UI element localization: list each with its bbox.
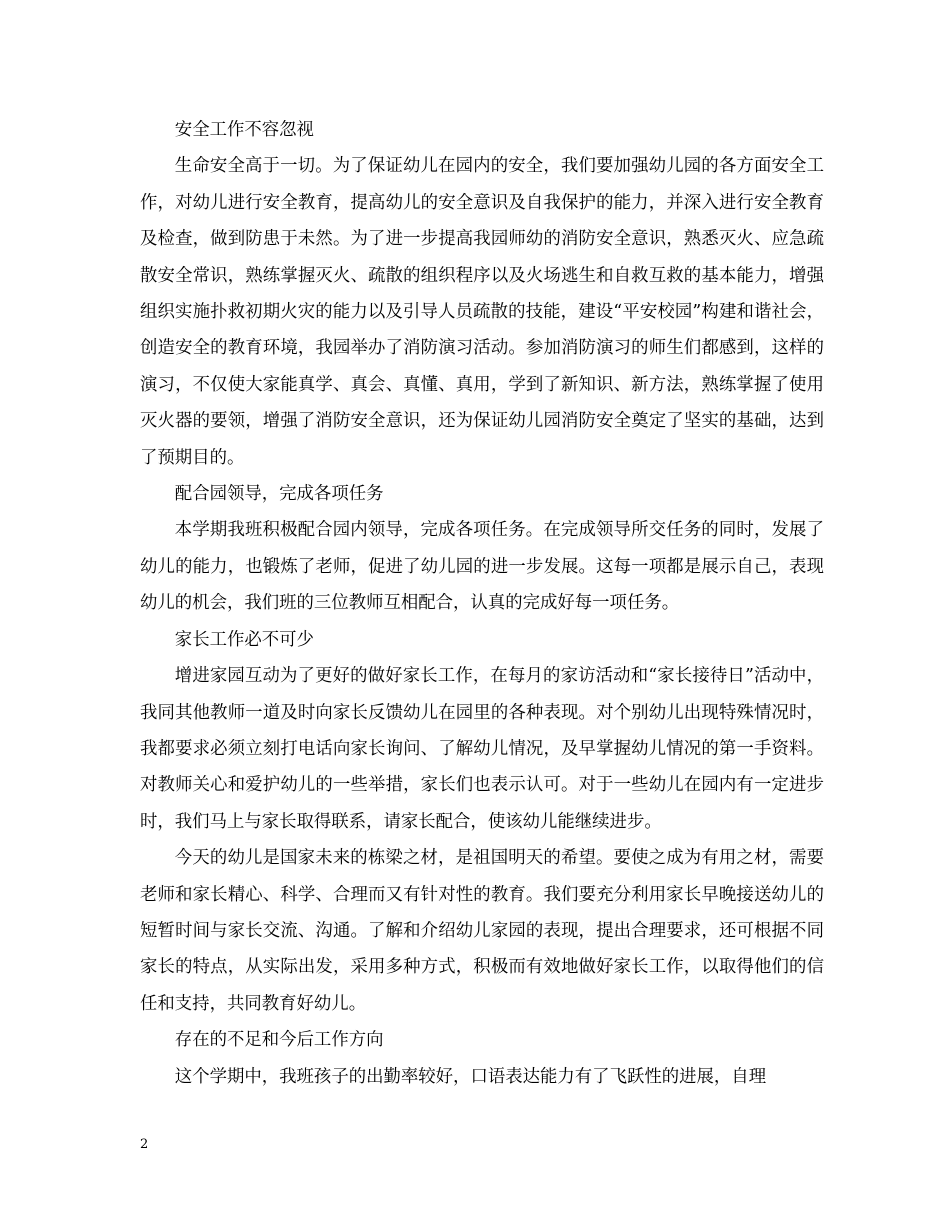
section-heading-safety: 安全工作不容忽视 bbox=[174, 120, 314, 140]
paragraph-safety: 生命安全高于一切。为了保证幼儿在园内的安全，我们要加强幼儿园的各方面安全工作，对幼儿进行安全教育，提高幼儿的安全意识及自我保护的能力，并深入进行安全教育及检查，做到防患于未然。为了进一步提高我园师幼的消防安全意识，熟悉灭火、应急疏散安全常识，熟练掌握灭火、疏散的组织程序以及火场逃生和自救互救的基本能力，增强组织实施扑救初期火灾的能力以及引导人员疏散的技能，建设“平安校园”构建和谐社会，创造安全的教育环境，我园举办了消防演习活动。参加消防演习的师生们都感到，这样的演习，不仅使大家能真学、真会、真懂、真用，学到了新知识、新方法，熟练掌握了使用灭火器的要领，增强了消防安全意识，还为保证幼儿园消防安全奠定了坚实的基础，达到了预期目的。 bbox=[140, 156, 824, 468]
document-body bbox=[140, 112, 824, 1095]
section-heading-cooperation: 配合园领导，完成各项任务 bbox=[174, 484, 384, 505]
section-heading-parents: 家长工作必不可少 bbox=[174, 629, 314, 650]
paragraph-shortcomings: 这个学期中，我班孩子的出勤率较好，口语表达能力有了飞跃性的进展，自理 bbox=[174, 1066, 767, 1087]
page-number: 2 bbox=[140, 1137, 149, 1152]
section-heading-shortcomings: 存在的不足和今后工作方向 bbox=[174, 1030, 384, 1051]
paragraph-parents-2: 今天的幼儿是国家未来的栋梁之材，是祖国明天的希望。要使之成为有用之材，需要老师和家长精心、科学、合理而又有针对性的教育。我们要充分利用家长早晚接送幼儿的短暂时间与家长交流、沟通。了解和介绍幼儿家园的表现，提出合理要求，还可根据不同家长的特点，从实际出发，采用多种方式，积极而有效地做好家长工作，以取得他们的信任和支持，共同教育好幼儿。 bbox=[140, 848, 824, 1014]
paragraph-parents-1: 增进家园互动为了更好的做好家长工作，在每月的家访活动和“家长接待日”活动中，我同其他教师一道及时向家长反馈幼儿在园里的各种表现。对个别幼儿出现特殊情况时，我都要求必须立刻打电话向家长询问、了解幼儿情况，及早掌握幼儿情况的第一手资料。对教师关心和爱护幼儿的一些举措，家长们也表示认可。对于一些幼儿在园内有一定进步时，我们马上与家长取得联系，请家长配合，使该幼儿能继续进步。 bbox=[140, 666, 824, 832]
paragraph-cooperation: 本学期我班积极配合园内领导，完成各项任务。在完成领导所交任务的同时，发展了幼儿的能力，也锻炼了老师，促进了幼儿园的进一步发展。这每一项都是展示自己，表现幼儿的机会，我们班的三位教师互相配合，认真的完成好每一项任务。 bbox=[140, 520, 824, 614]
